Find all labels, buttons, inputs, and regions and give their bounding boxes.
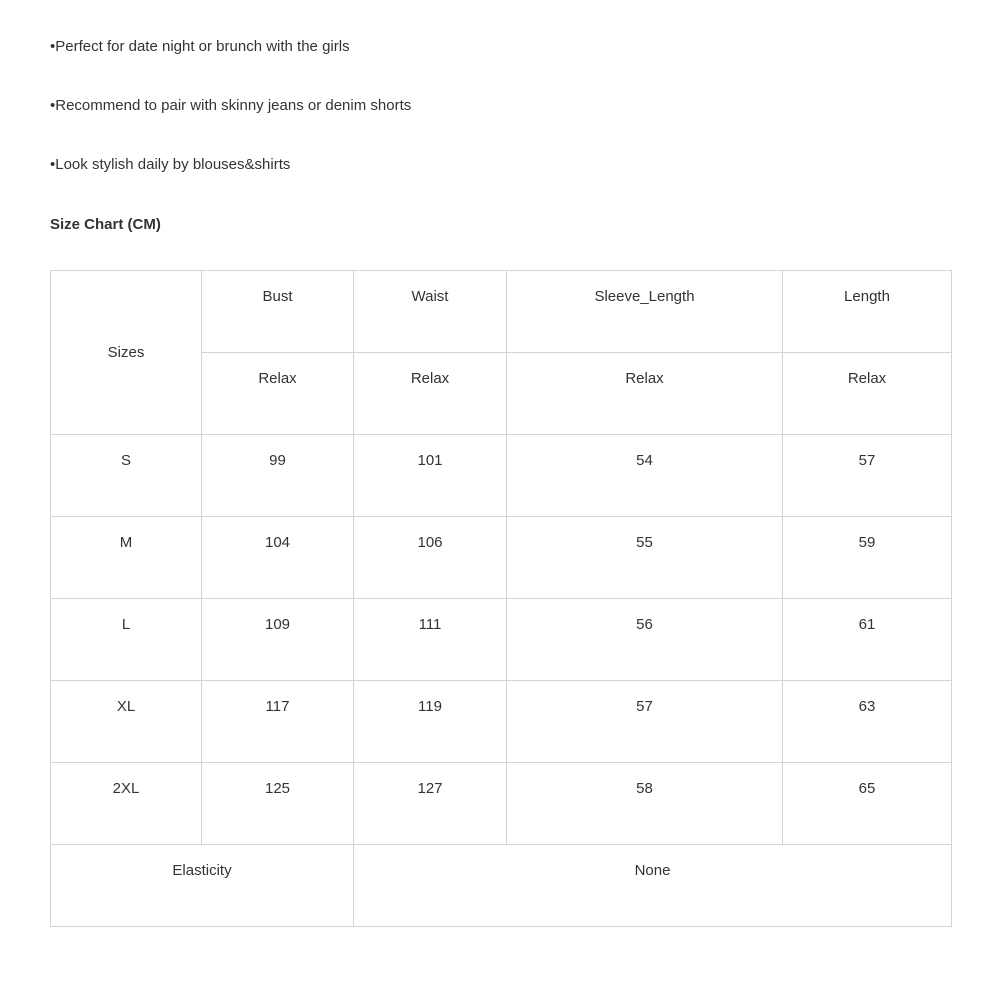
feature-bullet: •Look stylish daily by blouses&shirts (50, 156, 291, 173)
size-cell (51, 763, 202, 845)
column-header-text: Bust (262, 288, 293, 305)
size-label: XL (116, 698, 136, 715)
value-text: 57 (636, 698, 653, 715)
size-cell (51, 517, 202, 599)
value-cell (783, 517, 952, 599)
fit-cell (202, 353, 354, 435)
elasticity-label: Elasticity (172, 862, 232, 879)
size-label: M (119, 534, 133, 551)
value-cell (507, 599, 783, 681)
fit-text: Relax (847, 370, 887, 387)
value-text: 61 (858, 616, 876, 633)
value-cell (783, 435, 952, 517)
value-text: 106 (417, 534, 443, 551)
fit-text: Relax (410, 370, 450, 387)
value-cell (507, 763, 783, 845)
size-label: 2XL (112, 780, 140, 797)
value-cell (507, 681, 783, 763)
feature-bullet: •Perfect for date night or brunch with the girls (50, 38, 350, 55)
size-label: L (121, 616, 131, 633)
value-cell (783, 599, 952, 681)
value-text: 63 (858, 698, 876, 715)
value-text: 55 (636, 534, 653, 551)
value-cell (507, 435, 783, 517)
feature-bullet: •Recommend to pair with skinny jeans or denim shorts (50, 97, 412, 114)
column-header-text: Sleeve_Length (594, 288, 695, 305)
table-row (51, 681, 952, 763)
fit-text: Relax (258, 370, 297, 387)
value-cell (202, 763, 354, 845)
value-text: 57 (858, 452, 876, 469)
elasticity-value: None (634, 862, 671, 879)
value-cell (202, 681, 354, 763)
column-header (202, 271, 354, 353)
value-cell (354, 763, 507, 845)
value-text: 58 (636, 780, 653, 797)
column-header-text: Length (844, 288, 890, 305)
value-text: 56 (636, 616, 653, 633)
value-cell (783, 681, 952, 763)
value-text: 111 (418, 616, 442, 633)
value-cell (507, 517, 783, 599)
size-cell (51, 681, 202, 763)
value-cell (354, 517, 507, 599)
table-header-row (51, 271, 952, 353)
sizes-header-cell (51, 271, 202, 435)
value-text: 101 (417, 452, 443, 469)
value-text: 65 (858, 780, 876, 797)
size-cell (51, 435, 202, 517)
fit-cell (354, 353, 507, 435)
value-cell (202, 517, 354, 599)
size-chart-title: Size Chart (CM) (50, 216, 161, 233)
value-text: 104 (264, 534, 291, 551)
value-cell (354, 435, 507, 517)
elasticity-label-cell (51, 845, 354, 927)
value-text: 125 (264, 780, 291, 797)
fit-cell (783, 353, 952, 435)
elasticity-row (51, 845, 952, 927)
value-text: 54 (636, 452, 653, 469)
table-row (51, 435, 952, 517)
value-cell (783, 763, 952, 845)
value-text: 117 (265, 698, 290, 715)
column-header (354, 271, 507, 353)
sizes-header: Sizes (107, 343, 145, 361)
size-chart-table (50, 270, 952, 927)
value-text: 119 (418, 698, 442, 715)
table-row (51, 517, 952, 599)
column-header (783, 271, 952, 353)
fit-cell (507, 353, 783, 435)
value-cell (202, 599, 354, 681)
value-text: 59 (858, 534, 876, 551)
value-text: 99 (269, 452, 286, 469)
table-row (51, 763, 952, 845)
value-text: 109 (264, 616, 291, 633)
value-cell (202, 435, 354, 517)
column-header (507, 271, 783, 353)
column-header-text: Waist (411, 288, 449, 305)
size-cell (51, 599, 202, 681)
value-cell (354, 599, 507, 681)
value-text: 127 (417, 780, 443, 797)
elasticity-value-cell (354, 845, 952, 927)
size-label: S (120, 452, 131, 469)
table-row (51, 599, 952, 681)
fit-text: Relax (625, 370, 664, 387)
value-cell (354, 681, 507, 763)
